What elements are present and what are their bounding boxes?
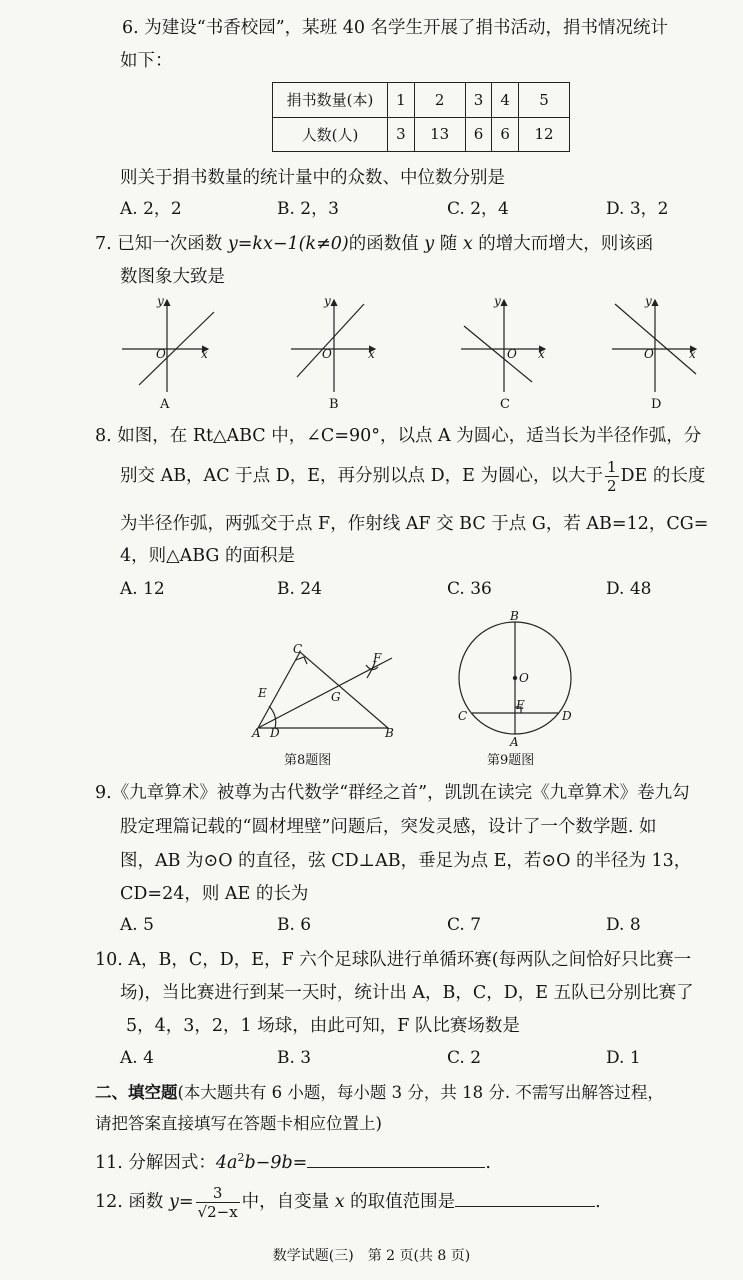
table-cell: 12 bbox=[519, 117, 570, 152]
q12-fraction bbox=[196, 1184, 240, 1221]
fig8-label-d: D bbox=[270, 726, 280, 740]
graph-a-y-label: y bbox=[157, 294, 164, 308]
q11-expr-b: b−9b= bbox=[244, 1152, 308, 1173]
q6-option-c: C. 2，4 bbox=[447, 199, 509, 219]
q9-option-b: B. 6 bbox=[277, 915, 312, 935]
q6-stat-table bbox=[272, 82, 570, 152]
q9-option-a: A. 5 bbox=[120, 915, 154, 935]
q11-answer-blank[interactable] bbox=[307, 1149, 485, 1168]
graph-c-origin: O bbox=[507, 347, 517, 361]
q11-line bbox=[95, 1146, 491, 1175]
graph-b-origin: O bbox=[322, 347, 332, 361]
q8-line-1: 8. 如图，在 Rt△ABC 中，∠C=90°，以点 A 为圆心，适当长为半径作弧，分 bbox=[95, 426, 702, 446]
table-cell: 3 bbox=[388, 117, 415, 152]
graph-d-label: D bbox=[651, 397, 662, 412]
fig9-label-o: O bbox=[519, 671, 529, 685]
fig8-label-e: E bbox=[258, 686, 267, 700]
q11-expr-a: 4a bbox=[215, 1152, 238, 1173]
fig8-caption: 第8题图 bbox=[284, 753, 332, 768]
fig9-label-a: A bbox=[510, 735, 519, 749]
fig8-label-g: G bbox=[331, 690, 341, 704]
page-footer: 数学试题(三) 第 2 页(共 8 页) bbox=[272, 1248, 471, 1264]
q8-option-b: B. 24 bbox=[277, 579, 322, 599]
q8-option-d: D. 48 bbox=[606, 579, 652, 599]
q9-line-2: 股定理篇记载的“圆材埋壁”问题后，突发灵感，设计了一个数学题. 如 bbox=[120, 817, 657, 837]
fig8-label-b: B bbox=[385, 726, 394, 740]
table-cell: 6 bbox=[465, 117, 492, 152]
q10-option-b: B. 3 bbox=[277, 1048, 312, 1068]
q7-line-2: 数图象大致是 bbox=[120, 267, 225, 287]
q12-mid: 中，自变量 bbox=[241, 1192, 335, 1212]
q8-frac-den: 2 bbox=[606, 477, 617, 495]
q7-text-a: 7. 已知一次函数 bbox=[95, 234, 228, 254]
q7-function: y=kx−1(k≠0) bbox=[227, 234, 349, 254]
graph-b-x-label: x bbox=[368, 347, 375, 361]
q8-line-2 bbox=[120, 458, 705, 495]
section2-line-2: 请把答案直接填写在答题卡相应位置上) bbox=[95, 1114, 382, 1133]
q11-prefix: 11. 分解因式： bbox=[95, 1152, 216, 1173]
q12-frac-den: √2−x bbox=[197, 1203, 238, 1221]
fig8-label-a: A bbox=[252, 726, 261, 740]
q6-line-1: 6. 为建设“书香校园”，某班 40 名学生开展了捐书活动，捐书情况统计 bbox=[122, 18, 669, 38]
table-cell: 5 bbox=[519, 83, 570, 118]
fig8-arc bbox=[269, 706, 276, 728]
q12-frac-num: 3 bbox=[196, 1184, 240, 1203]
q9-line-4: CD=24，则 AE 的长为 bbox=[120, 884, 309, 904]
table-cell: 6 bbox=[492, 117, 519, 152]
fig9-center-dot bbox=[513, 676, 517, 680]
graph-b-y-label: y bbox=[324, 294, 331, 308]
q8-line-2-text: 别交 AB，AC 于点 D，E，再分别以点 D，E 为圆心，以大于 bbox=[120, 466, 603, 486]
q6-option-d: D. 3，2 bbox=[606, 199, 669, 219]
q8-option-c: C. 36 bbox=[447, 579, 492, 599]
q9-option-d: D. 8 bbox=[606, 915, 641, 935]
table-row bbox=[273, 117, 570, 152]
q6-line-2: 如下： bbox=[120, 51, 173, 71]
graph-c-label: C bbox=[500, 397, 510, 412]
q10-line-1: 10. A，B，C，D，E，F 六个足球队进行单循环赛(每两队之间恰好只比赛一 bbox=[95, 950, 692, 970]
fig9-diagram bbox=[450, 612, 580, 742]
fig9-label-d: D bbox=[562, 709, 572, 723]
graph-c-y-label: y bbox=[494, 294, 501, 308]
fig9-label-b: B bbox=[510, 609, 519, 623]
q8-line-2-tail: DE 的长度 bbox=[620, 466, 706, 486]
table-cell: 2 bbox=[414, 83, 465, 118]
graph-d-y-label: y bbox=[645, 294, 652, 308]
q11-expr-sup: 2 bbox=[237, 1151, 245, 1164]
q12-line bbox=[95, 1184, 601, 1221]
section2-intro: (本大题共有 6 小题，每小题 3 分，共 18 分. 不需写出解答过程， bbox=[177, 1083, 664, 1102]
graph-d-x-label: x bbox=[689, 347, 696, 361]
table-header-people: 人数(人) bbox=[273, 117, 388, 152]
table-cell: 3 bbox=[465, 83, 492, 118]
q8-fraction bbox=[605, 458, 619, 495]
q12-rest: 的取值范围是 bbox=[344, 1192, 456, 1212]
table-header-books: 捐书数量(本) bbox=[273, 83, 388, 118]
graph-d-origin: O bbox=[644, 347, 654, 361]
q7-text-e: 随 bbox=[434, 234, 463, 254]
q10-line-3: 5，4，3，2，1 场球，由此可知，F 队比赛场数是 bbox=[126, 1016, 520, 1036]
q10-option-c: C. 2 bbox=[447, 1048, 482, 1068]
q9-option-c: C. 7 bbox=[447, 915, 482, 935]
graph-a-origin: O bbox=[156, 347, 166, 361]
table-cell: 13 bbox=[414, 117, 465, 152]
q6-option-b: B. 2，3 bbox=[277, 199, 339, 219]
fig8-label-f: F bbox=[373, 651, 382, 665]
q7-var-y: y bbox=[424, 234, 435, 254]
q6-option-a: A. 2，2 bbox=[120, 199, 182, 219]
graph-b-label: B bbox=[329, 397, 339, 412]
graph-a-x-label: x bbox=[201, 347, 208, 361]
q12-suffix: . bbox=[595, 1192, 601, 1212]
fig8-label-c: C bbox=[293, 642, 303, 656]
table-row bbox=[273, 83, 570, 118]
table-cell: 4 bbox=[492, 83, 519, 118]
q9-line-1: 9.《九章算术》被尊为古代数学“群经之首”，凯凯在读完《九章算术》卷九勾 bbox=[95, 783, 690, 803]
section2-title: 二、填空题 bbox=[95, 1083, 178, 1102]
q9-line-3: 图，AB 为⊙O 的直径，弦 CD⊥AB，垂足为点 E，若⊙O 的半径为 13， bbox=[120, 851, 692, 871]
fig8-right-angle bbox=[296, 657, 307, 664]
fig9-label-e: E bbox=[516, 698, 525, 712]
q8-line-4: 4，则△ABG 的面积是 bbox=[120, 546, 295, 566]
q10-line-2: 场)，当比赛进行到某一天时，统计出 A，B，C，D，E 五队已分别比赛了 bbox=[120, 983, 694, 1003]
fig8-diagram bbox=[248, 640, 408, 740]
fig9-caption: 第9题图 bbox=[487, 753, 535, 768]
q10-option-d: D. 1 bbox=[606, 1048, 641, 1068]
graph-c-x-label: x bbox=[538, 347, 545, 361]
q8-frac-num: 1 bbox=[606, 458, 617, 476]
q6-line-3: 则关于捐书数量的统计量中的众数、中位数分别是 bbox=[120, 168, 505, 188]
q12-answer-blank[interactable] bbox=[455, 1188, 595, 1207]
section2-line-1 bbox=[95, 1081, 664, 1105]
graph-c-line bbox=[464, 326, 532, 382]
fig8-triangle bbox=[258, 652, 388, 728]
q11-suffix: . bbox=[485, 1152, 491, 1173]
q7-var-x: x bbox=[462, 234, 473, 254]
q7-text-g: 的增大而增大，则该函 bbox=[472, 234, 654, 254]
table-cell: 1 bbox=[388, 83, 415, 118]
q7-line-1 bbox=[95, 232, 653, 256]
q10-option-a: A. 4 bbox=[120, 1048, 154, 1068]
q8-option-a: A. 12 bbox=[120, 579, 165, 599]
q12-prefix: 12. 函数 bbox=[95, 1192, 169, 1212]
q8-line-3: 为半径作弧，两弧交于点 F，作射线 AF 交 BC 于点 G，若 AB=12，CG= bbox=[120, 514, 709, 534]
graph-b-line bbox=[297, 304, 364, 377]
q7-text-c: 的函数值 bbox=[348, 234, 425, 254]
fig9-label-c: C bbox=[458, 709, 468, 723]
q12-y-eq: y= bbox=[168, 1192, 194, 1212]
q12-var: x bbox=[334, 1192, 345, 1212]
graph-a-label: A bbox=[160, 397, 170, 412]
